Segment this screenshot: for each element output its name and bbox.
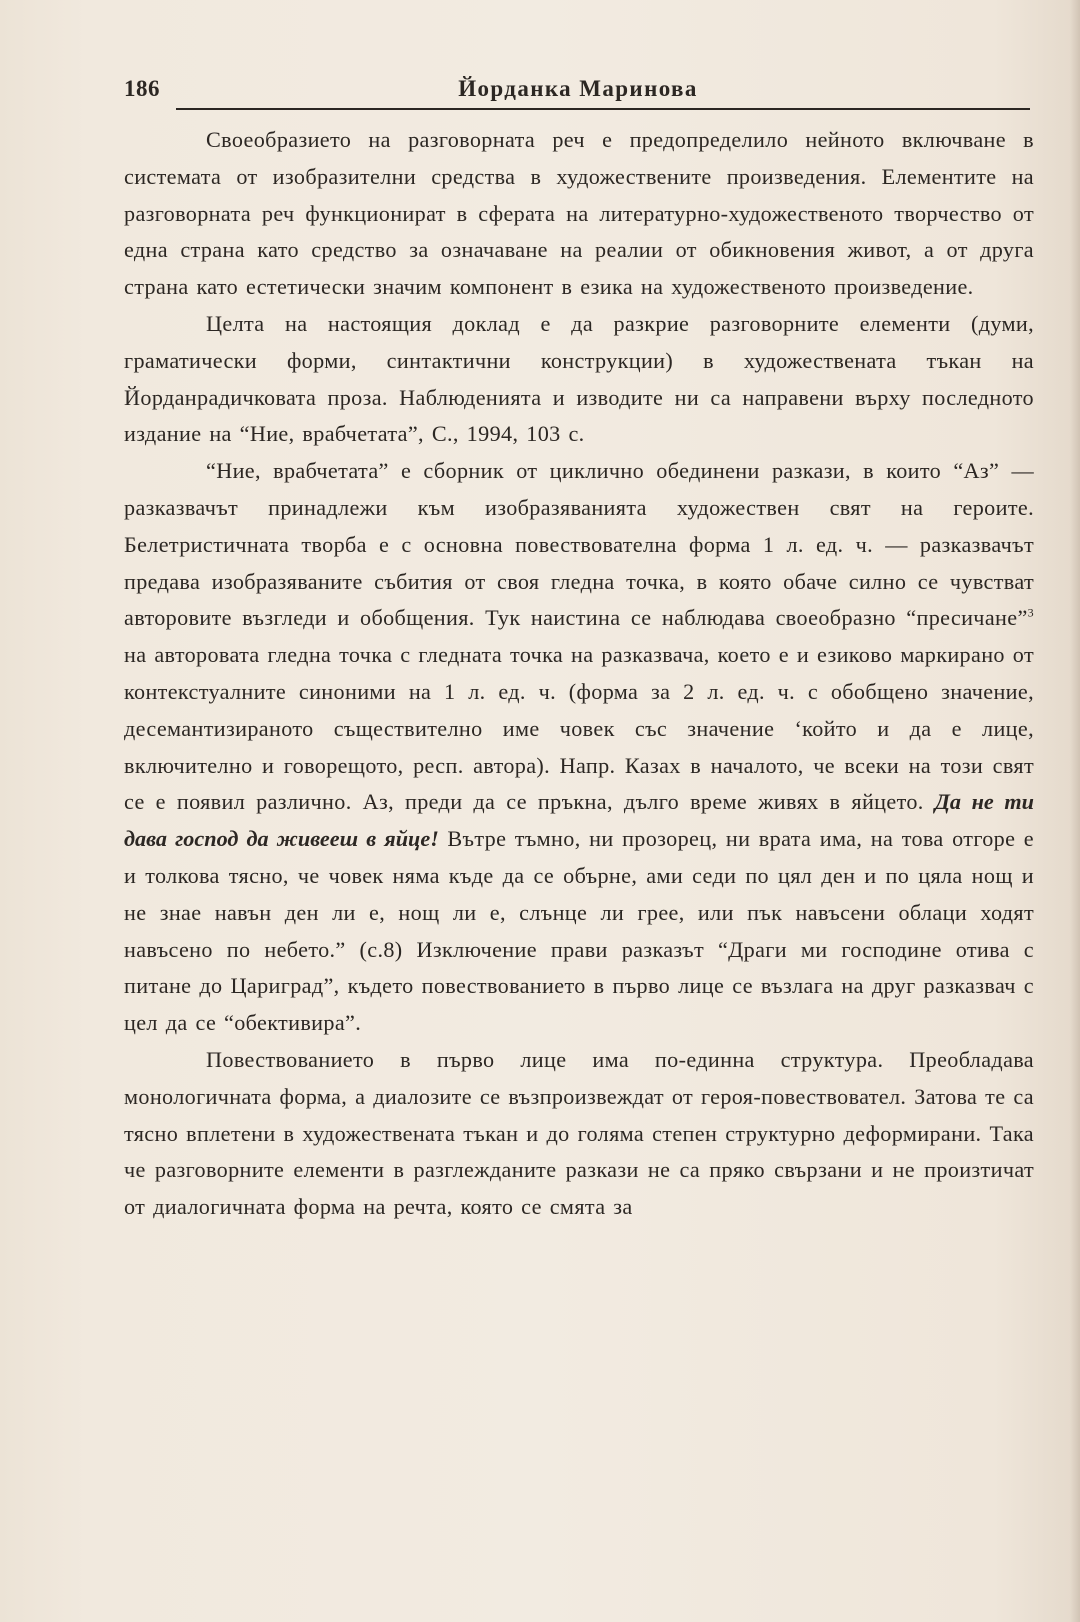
- running-head-author: Йорданка Маринова: [458, 76, 698, 101]
- footnote-marker: 3: [1027, 605, 1034, 620]
- paragraph-4: Повествованието в първо лице има по-единна структура. Преобладава монологичната форма, а диалозите се възпроизвеждат от героя-повествовател. Затова те са тясно вплетени в художествената тъкан и до голяма степен структурно деформирани. Така че разговорните елементи в разглежданите разкази не са пряко свързани и не произтичат от диалогичната форма на речта, която се смята за: [124, 1046, 1034, 1220]
- paragraph-3-part-1: “Ние, врабчетата” е сборник от циклично обединени разкази, в които “Аз” — разказвачът принадлежи към изобразяванията художествен свят на героите. Белетристичната творба е с основна повествователна форма 1 л. ед. ч. — разказвачът предава изобразяваните събития от своя гледна точка, в която обаче силно се чувстват авторовите възгледи и обобщения. Тук наистина се наблюдава своеобразно “пресичане”: [124, 458, 1034, 631]
- page-header: [124, 76, 1032, 108]
- paragraph-3: [124, 453, 1034, 1042]
- article-body: [124, 122, 1034, 1226]
- paragraph-3-part-2: на авторовата гледна точка с гледната точка на разказвача, което е и езиково маркирано от контекстуалните синоними на 1 л. ед. ч. (форма за 2 л. ед. ч. с обобщено значение, десемантизираното съществително име човек със значение ‘който и да е лице, включително и говорещото, респ. автора). Напр. Казах в началото, че всеки на този свят се е появил различно. Аз, преди да се пръкна, дълго време живях в яйцето.: [124, 642, 1034, 815]
- italic-quotation: Да не ти дава господ да живееш в яйце!: [124, 789, 1034, 852]
- paragraph-2: Целта на настоящия доклад е да разкрие разговорните елементи (думи, граматически форми, синтактични конструкции) в художествената тъкан на Йорданрадичковата проза. Наблюденията и изводите ни са направени върху последното издание на “Ние, врабчетата”, С., 1994, 103 с.: [124, 310, 1034, 447]
- page-number: 186: [124, 76, 160, 101]
- paragraph-1: Своеобразието на разговорната реч е предопределило нейното включване в системата от изобразителни средства в художествените произведения. Елементите на разговорната реч функционират в сферата на литературно-художественото творчество от една страна като средство за означаване на реалии от обикновения живот, а от друга страна като естетически значим компонент в езика на художественото произведение.: [124, 127, 1034, 300]
- page-edge-shadow: [1070, 0, 1080, 1622]
- paragraph-3-part-3: Вътре тъмно, ни прозорец, ни врата има, на това отгоре е и толкова тясно, че човек няма къде да се обърне, ами седи по цял ден и по цяла нощ и не знае навън ден ли е, нощ ли е, слънце ли грее, или пък навъсени облаци ходят навъсено по небето.” (с.8) Изключение прави разказът “Драги ми господине отива с питане до Цариград”, където повествованието в първо лице се възлага на друг разказвач с цел да се “обективира”.: [124, 826, 1034, 1036]
- header-rule: [176, 108, 1030, 110]
